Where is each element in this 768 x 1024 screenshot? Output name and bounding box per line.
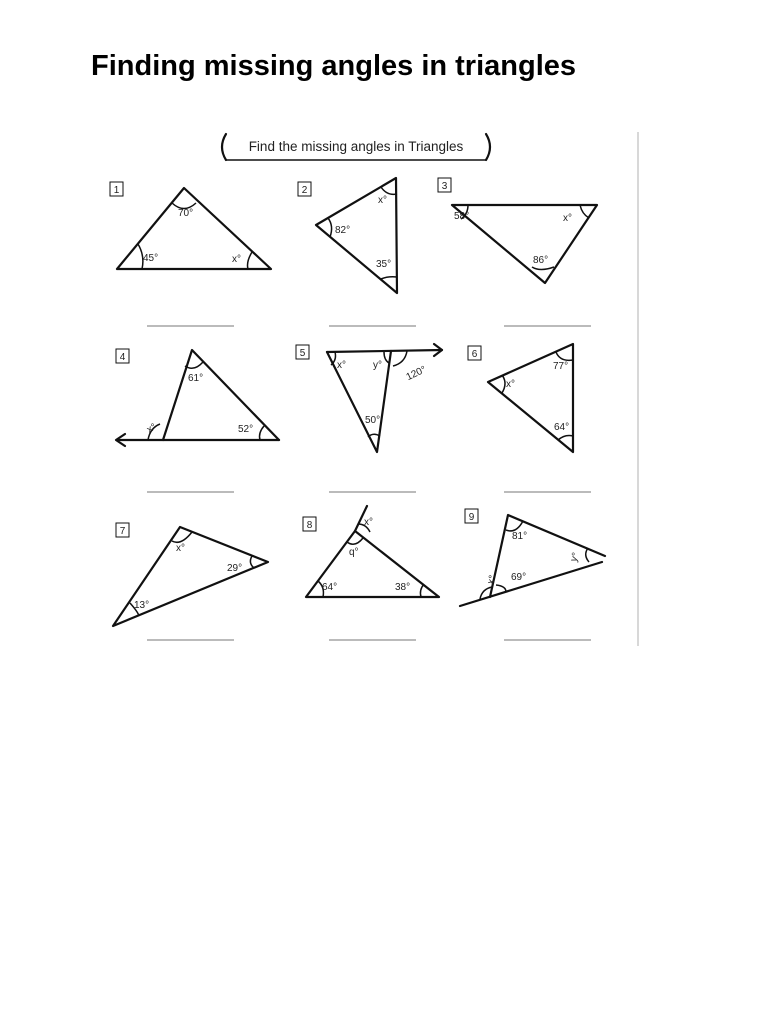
problem-number: 6: [471, 349, 478, 360]
problem-number: 8: [306, 520, 313, 531]
top-line: [327, 350, 442, 352]
angle-label: y°: [373, 360, 382, 371]
problem-4: [116, 349, 279, 492]
angle-label: x°: [378, 195, 387, 206]
angle-label: x°: [232, 254, 241, 265]
angle-arc: [502, 375, 505, 393]
angle-arc: [496, 585, 506, 592]
angle-arc: [532, 267, 554, 270]
page-title: Finding missing angles in triangles: [91, 50, 577, 82]
angle-arc: [393, 351, 407, 366]
angle-label: 52°: [238, 424, 254, 435]
triangle: [490, 515, 605, 597]
problem-number: 2: [301, 185, 308, 196]
angle-arc: [260, 426, 265, 440]
angle-label: x°: [563, 213, 572, 224]
angle-arc: [381, 277, 397, 279]
angle-label: 77°: [553, 361, 569, 372]
angle-label: 61°: [188, 373, 204, 384]
angle-label: y°: [568, 551, 582, 564]
angle-label: 64°: [554, 422, 570, 433]
problem-number: 7: [119, 526, 126, 537]
angle-label: 58°: [454, 211, 470, 222]
angle-arc: [506, 521, 523, 531]
angle-label: 86°: [533, 255, 549, 266]
angle-label: 81°: [512, 531, 528, 542]
angle-arc: [381, 187, 397, 194]
angle-label: 50°: [365, 415, 381, 426]
worksheet-heading: [222, 134, 490, 160]
problem-number: 3: [441, 181, 448, 192]
angle-label: 29°: [227, 563, 243, 574]
worksheet-heading-text: Find the missing angles in Triangles: [248, 139, 464, 154]
triangle: [117, 188, 271, 269]
angle-label: 45°: [143, 253, 159, 264]
angle-label: 82°: [335, 225, 351, 236]
angle-label: 69°: [511, 572, 527, 583]
triangle: [452, 205, 597, 283]
angle-arc: [580, 205, 589, 218]
problem-6: [468, 344, 591, 492]
angle-label: q°: [349, 547, 359, 558]
problem-number: 5: [299, 348, 306, 359]
angle-label: x°: [176, 543, 185, 554]
problem-5: [296, 344, 442, 492]
problem-1: [110, 182, 271, 326]
angle-arc: [556, 352, 573, 360]
angle-arc: [250, 556, 254, 568]
angle-label: x°: [506, 379, 515, 390]
problem-8: [303, 506, 439, 640]
angle-label: x°: [485, 573, 499, 587]
triangle: [163, 350, 279, 440]
problem-number: 1: [113, 185, 120, 196]
angle-label: 64°: [322, 582, 338, 593]
angle-label: 120°: [404, 364, 428, 384]
angle-label: x°: [364, 517, 373, 528]
problem-number: 4: [119, 352, 126, 363]
angle-label: x°: [337, 360, 346, 371]
problem-9: [460, 509, 605, 640]
angle-label: x°: [145, 421, 159, 436]
angle-label: 13°: [134, 600, 150, 611]
problem-3: [438, 178, 597, 326]
problem-number: 9: [468, 512, 475, 523]
angle-label: 38°: [395, 582, 411, 593]
base-line: [460, 562, 602, 606]
angle-arc: [248, 252, 253, 269]
angle-label: 35°: [376, 259, 392, 270]
angle-label: 70°: [178, 208, 194, 219]
problem-7: [113, 523, 268, 640]
angle-arc: [558, 436, 573, 441]
angle-arc: [420, 584, 424, 597]
problem-2: [298, 178, 416, 326]
angle-arc: [384, 352, 389, 363]
